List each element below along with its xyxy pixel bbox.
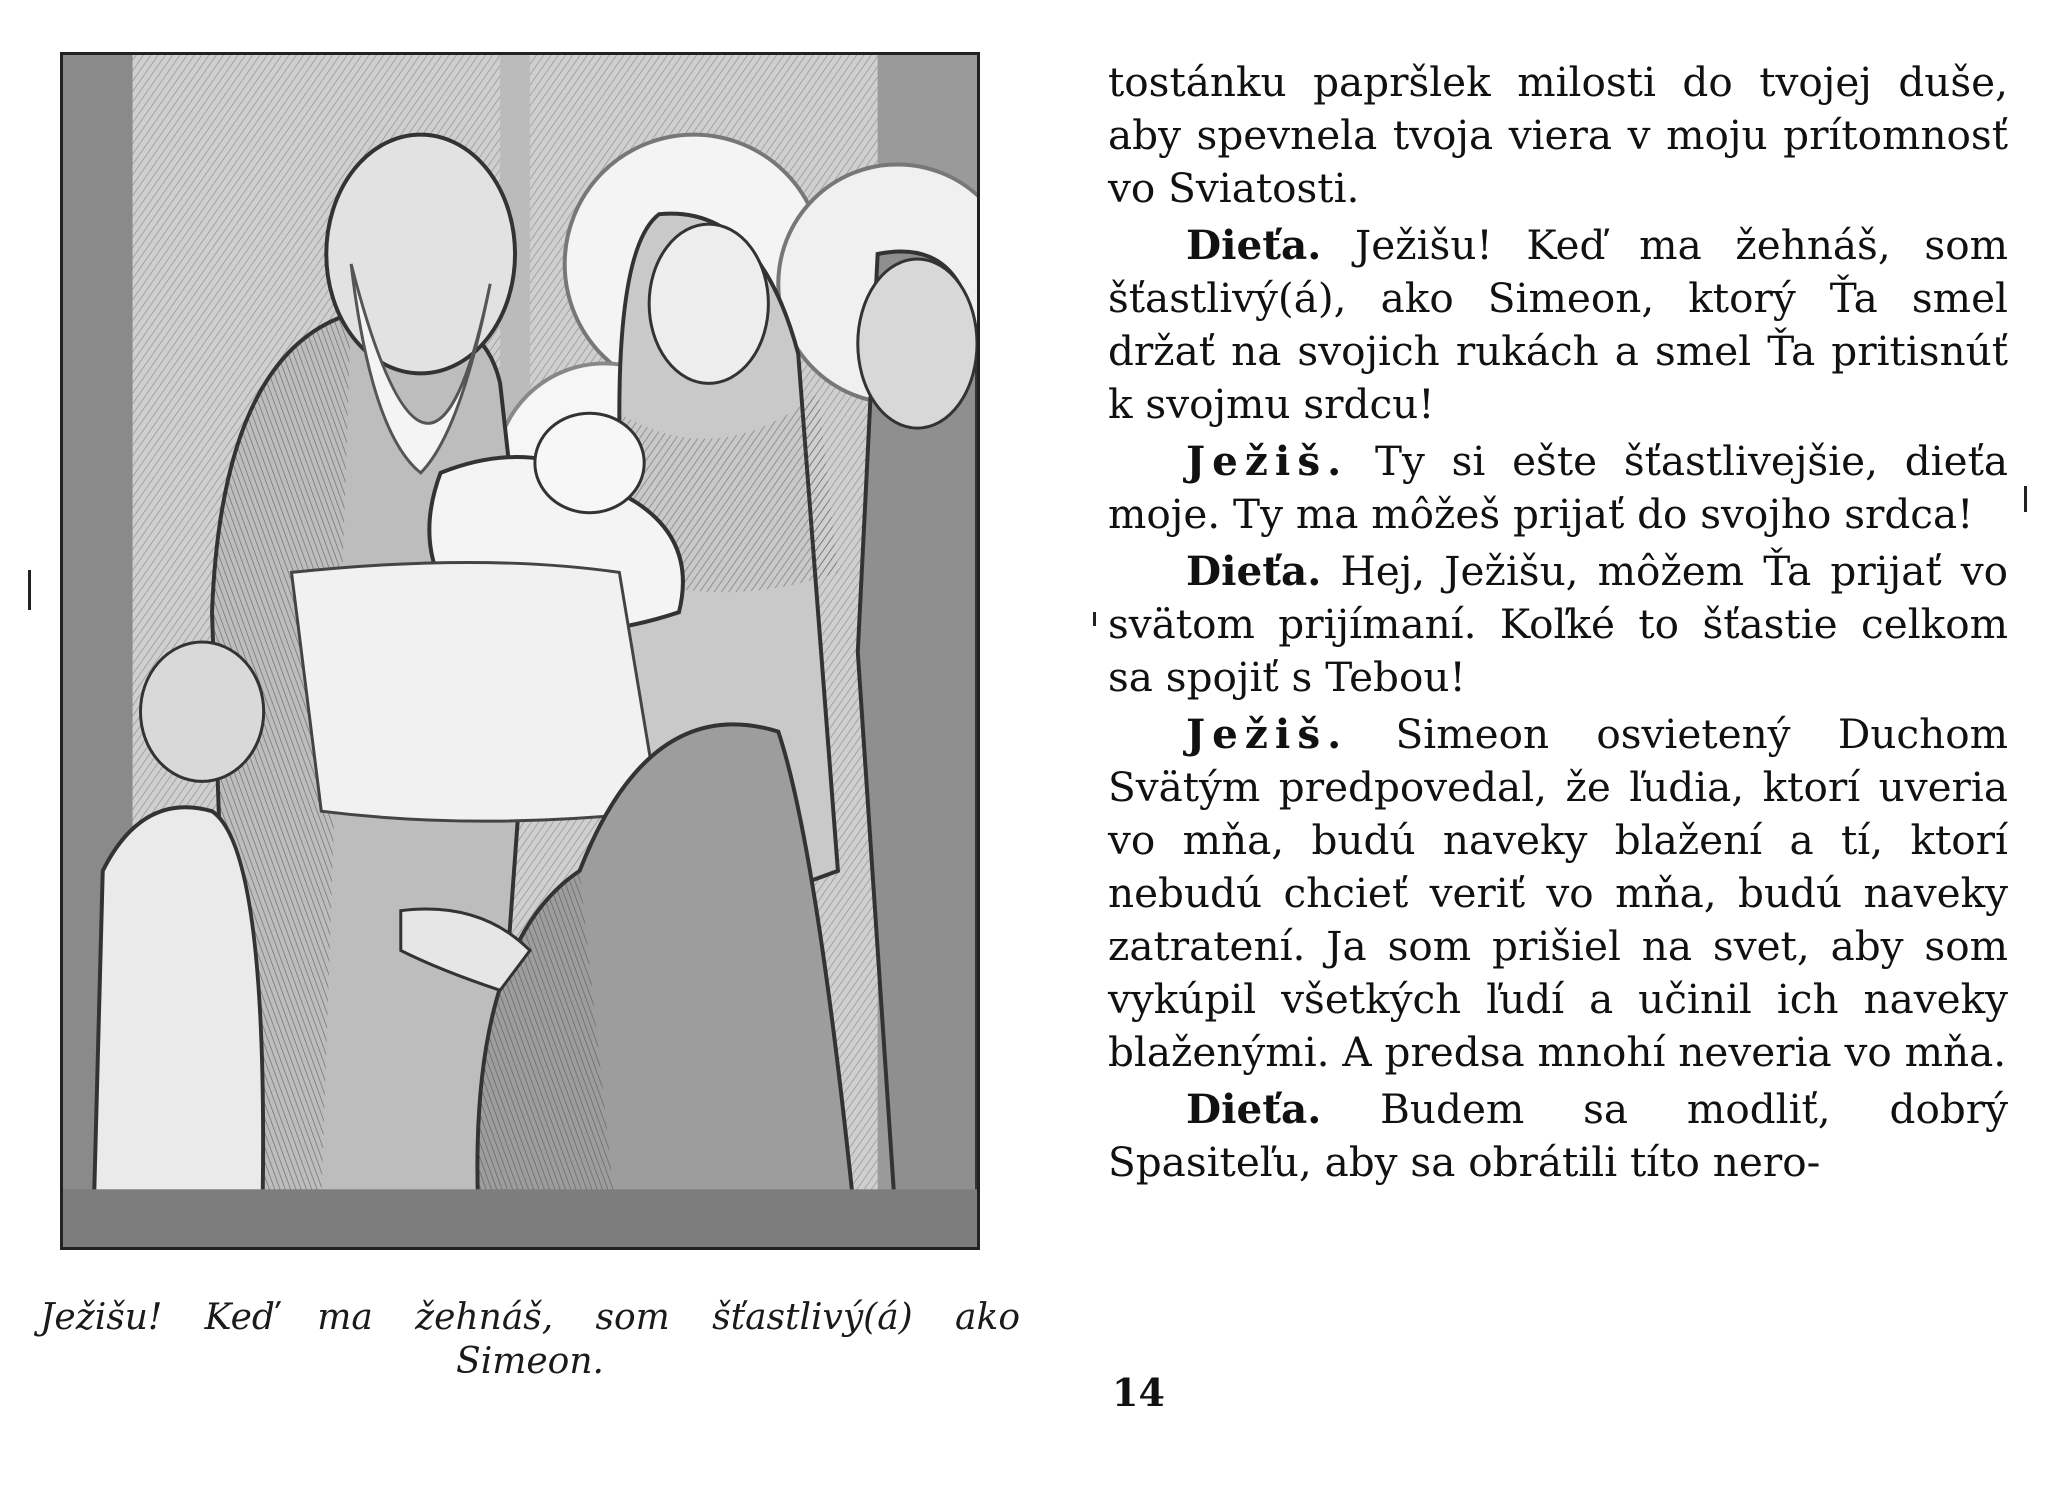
paragraph-text: tostánku papršlek milosti do tvojej duše, aby spevnela tvoja viera v moju prítomnosť vo Sviatosti. — [1108, 58, 2008, 212]
paragraph-continuation — [1108, 56, 2008, 215]
caption-line-2: Simeon. — [456, 1341, 604, 1382]
paragraph-child-2 — [1108, 545, 2008, 704]
speaker-label: Dieťa. — [1186, 547, 1322, 595]
page-number: 14 — [1112, 1370, 1165, 1415]
caption-word: Ježišu! — [40, 1297, 163, 1338]
speaker-label: Dieťa. — [1186, 221, 1322, 269]
caption-word: ako — [955, 1297, 1020, 1338]
paragraph-text: Ježišu! Keď ma žehnáš, som šťastlivý(á), ako Simeon, ktorý Ťa smel držať na svojich rukách a smel Ťa pritisnúť k svojmu srdcu! — [1108, 221, 2008, 428]
paragraph-jesus-1 — [1108, 435, 2008, 541]
scan-speck — [28, 570, 31, 610]
caption-word: ma — [317, 1297, 373, 1338]
caption-word: žehnáš, — [415, 1297, 554, 1338]
speaker-label: Ježiš. — [1186, 710, 1349, 758]
paragraph-text: Simeon osvietený Duchom Svätým predpovedal, že ľudia, ktorí uveria vo mňa, budú naveky blažení a tí, ktorí nebudú chcieť veriť vo mňa, budú naveky zatratení. Ja som prišiel na svet, aby som vykúpil všetkých ľudí a učinil ich naveky blaženými. A predsa mnohí neveria vo mňa. — [1108, 710, 2008, 1076]
scan-speck — [1093, 612, 1096, 626]
illustration-caption — [40, 1296, 1020, 1384]
caption-word: som — [595, 1297, 670, 1338]
scan-speck — [2024, 486, 2027, 512]
caption-line-1 — [40, 1296, 1020, 1340]
paragraph-jesus-2 — [1108, 708, 2008, 1079]
paragraph-text: Budem sa modliť, dobrý Spasiteľu, aby sa obrátili títo nero- — [1108, 1085, 2008, 1186]
speaker-label: Dieťa. — [1186, 1085, 1322, 1133]
paragraph-child-1 — [1108, 219, 2008, 431]
paragraph-text: Hej, Ježišu, môžem Ťa prijať vo svätom prijímaní. Koľké to šťastie celkom sa spojiť s Tebou! — [1108, 547, 2008, 701]
paragraph-text: Ty si ešte šťastlivejšie, dieťa moje. Ty ma môžeš prijať do svojho srdca! — [1108, 437, 2008, 538]
caption-word: šťastlivý(á) — [712, 1297, 913, 1338]
presentation-scene-picture — [63, 55, 977, 1247]
paragraph-child-3 — [1108, 1083, 2008, 1189]
engraving-illustration — [60, 52, 980, 1250]
caption-word: Keď — [204, 1297, 275, 1338]
speaker-label: Ježiš. — [1186, 437, 1349, 485]
body-text-column — [1108, 56, 2008, 1189]
